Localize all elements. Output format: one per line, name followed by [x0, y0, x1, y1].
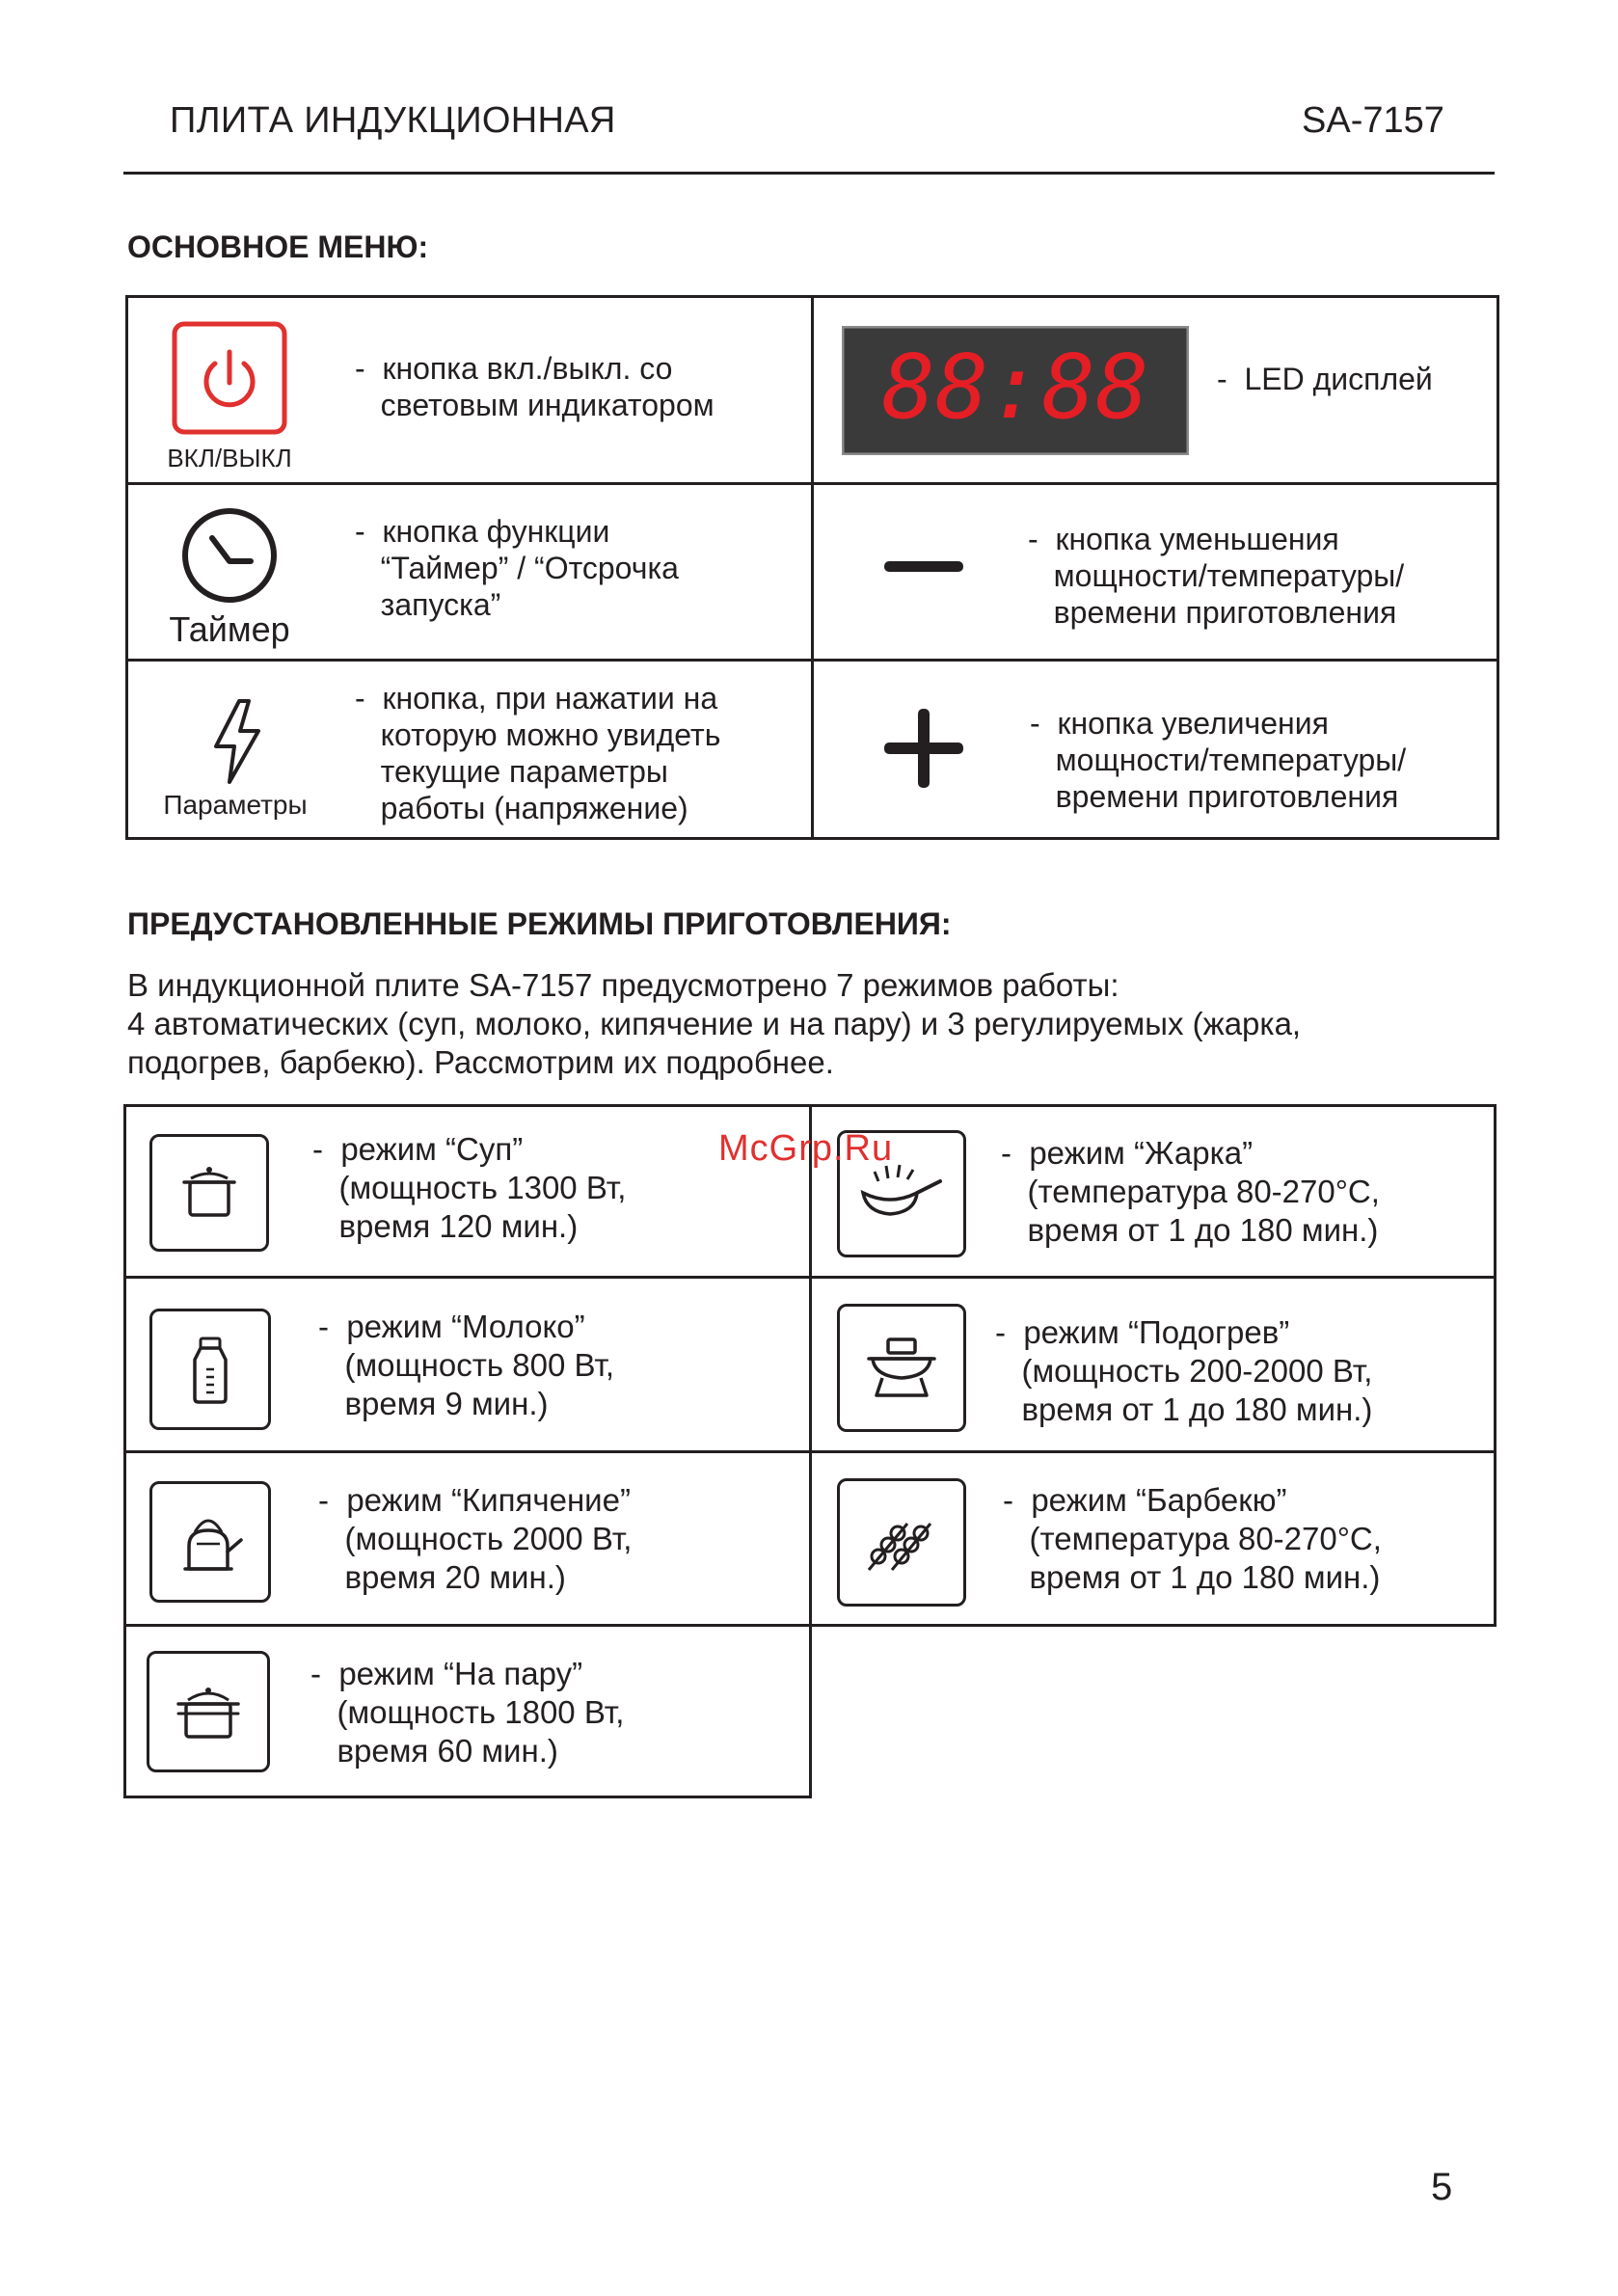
- steamer-icon: [149, 1654, 267, 1769]
- power-icon: [172, 321, 287, 435]
- power-caption: ВКЛ/ВЫКЛ: [167, 444, 292, 473]
- page-number: 5: [1431, 2166, 1453, 2208]
- modes-table-border: [1494, 1104, 1497, 1627]
- timer-description: - кнопка функции “Таймер” / “Отсрочка запуска”: [355, 514, 679, 622]
- led-display-digits: 88:88: [881, 336, 1149, 439]
- modes-table-border: [123, 1104, 126, 1798]
- table-row-divider: [125, 659, 1499, 662]
- warming-mode-icon-box: [837, 1304, 966, 1432]
- watermark: McGrp.Ru: [718, 1128, 894, 1169]
- pot-icon: [152, 1137, 266, 1249]
- modes-table-border: [123, 1796, 812, 1798]
- timer-caption: Таймер: [169, 609, 290, 649]
- plus-icon: [884, 709, 963, 788]
- plus-description: - кнопка увеличения мощности/температуры/ времени приготовления: [1030, 706, 1407, 814]
- minus-icon: [884, 557, 963, 577]
- milk-mode-icon-box: [149, 1309, 271, 1430]
- bbq-mode-icon-box: [837, 1478, 966, 1607]
- modes-table-border: [809, 1104, 812, 1798]
- parameters-caption: Параметры: [163, 790, 308, 820]
- soup-mode-text: - режим “Суп” (мощность 1300 Вт, время 120 мин.): [312, 1131, 627, 1244]
- clock-icon: [179, 505, 280, 606]
- soup-mode-icon-box: [149, 1134, 269, 1252]
- bbq-mode-text: - режим “Барбекю” (температура 80-270°С, время от 1 до 180 мин.): [1003, 1482, 1382, 1595]
- steam-mode-text: - режим “На пару” (мощность 1800 Вт, время 60 мин.): [310, 1656, 625, 1769]
- kettle-icon: [152, 1484, 268, 1600]
- main-menu-heading: ОСНОВНОЕ МЕНЮ:: [127, 230, 429, 264]
- model-number: SA-7157: [1302, 100, 1444, 141]
- warming-mode-text: - режим “Подогрев” (мощность 200-2000 Вт, время от 1 до 180 мин.): [995, 1314, 1373, 1427]
- power-description: - кнопка вкл./выкл. со световым индикатором: [355, 351, 715, 422]
- document-title: ПЛИТА ИНДУКЦИОННАЯ: [170, 100, 616, 141]
- boiling-mode-icon-box: [149, 1481, 271, 1603]
- steam-mode-icon-box: [147, 1651, 270, 1772]
- parameters-description: - кнопка, при нажатии на которую можно увидеть текущие параметры работы (напряжение): [355, 681, 721, 825]
- milk-mode-text: - режим “Молоко” (мощность 800 Вт, время 9 мин.): [318, 1309, 615, 1421]
- lightning-icon: [210, 698, 264, 785]
- led-display: [842, 326, 1189, 455]
- table-row-divider: [125, 482, 1499, 485]
- table-column-divider: [811, 295, 814, 840]
- boiling-mode-text: - режим “Кипячение” (мощность 2000 Вт, время 20 мин.): [318, 1482, 633, 1595]
- led-description: - LED дисплей: [1217, 362, 1433, 396]
- header-divider: [123, 172, 1495, 175]
- skewer-icon: [840, 1481, 963, 1604]
- warming-bowl-icon: [840, 1307, 963, 1429]
- modes-intro: В индукционной плите SA-7157 предусмотрено 7 режимов работы: 4 автоматических (суп, молоко, кипячение и на пару) и 3 регулируемых (жарка, подогрев, барбекю). Рассмотрим их подробнее.: [127, 967, 1302, 1080]
- milk-bottle-icon: [152, 1311, 268, 1427]
- modes-heading: ПРЕДУСТАНОВЛЕННЫЕ РЕЖИМЫ ПРИГОТОВЛЕНИЯ:: [127, 906, 952, 941]
- minus-description: - кнопка уменьшения мощности/температуры/ времени приготовления: [1028, 522, 1405, 630]
- frying-mode-text: - режим “Жарка” (температура 80-270°С, время от 1 до 180 мин.): [1001, 1135, 1380, 1248]
